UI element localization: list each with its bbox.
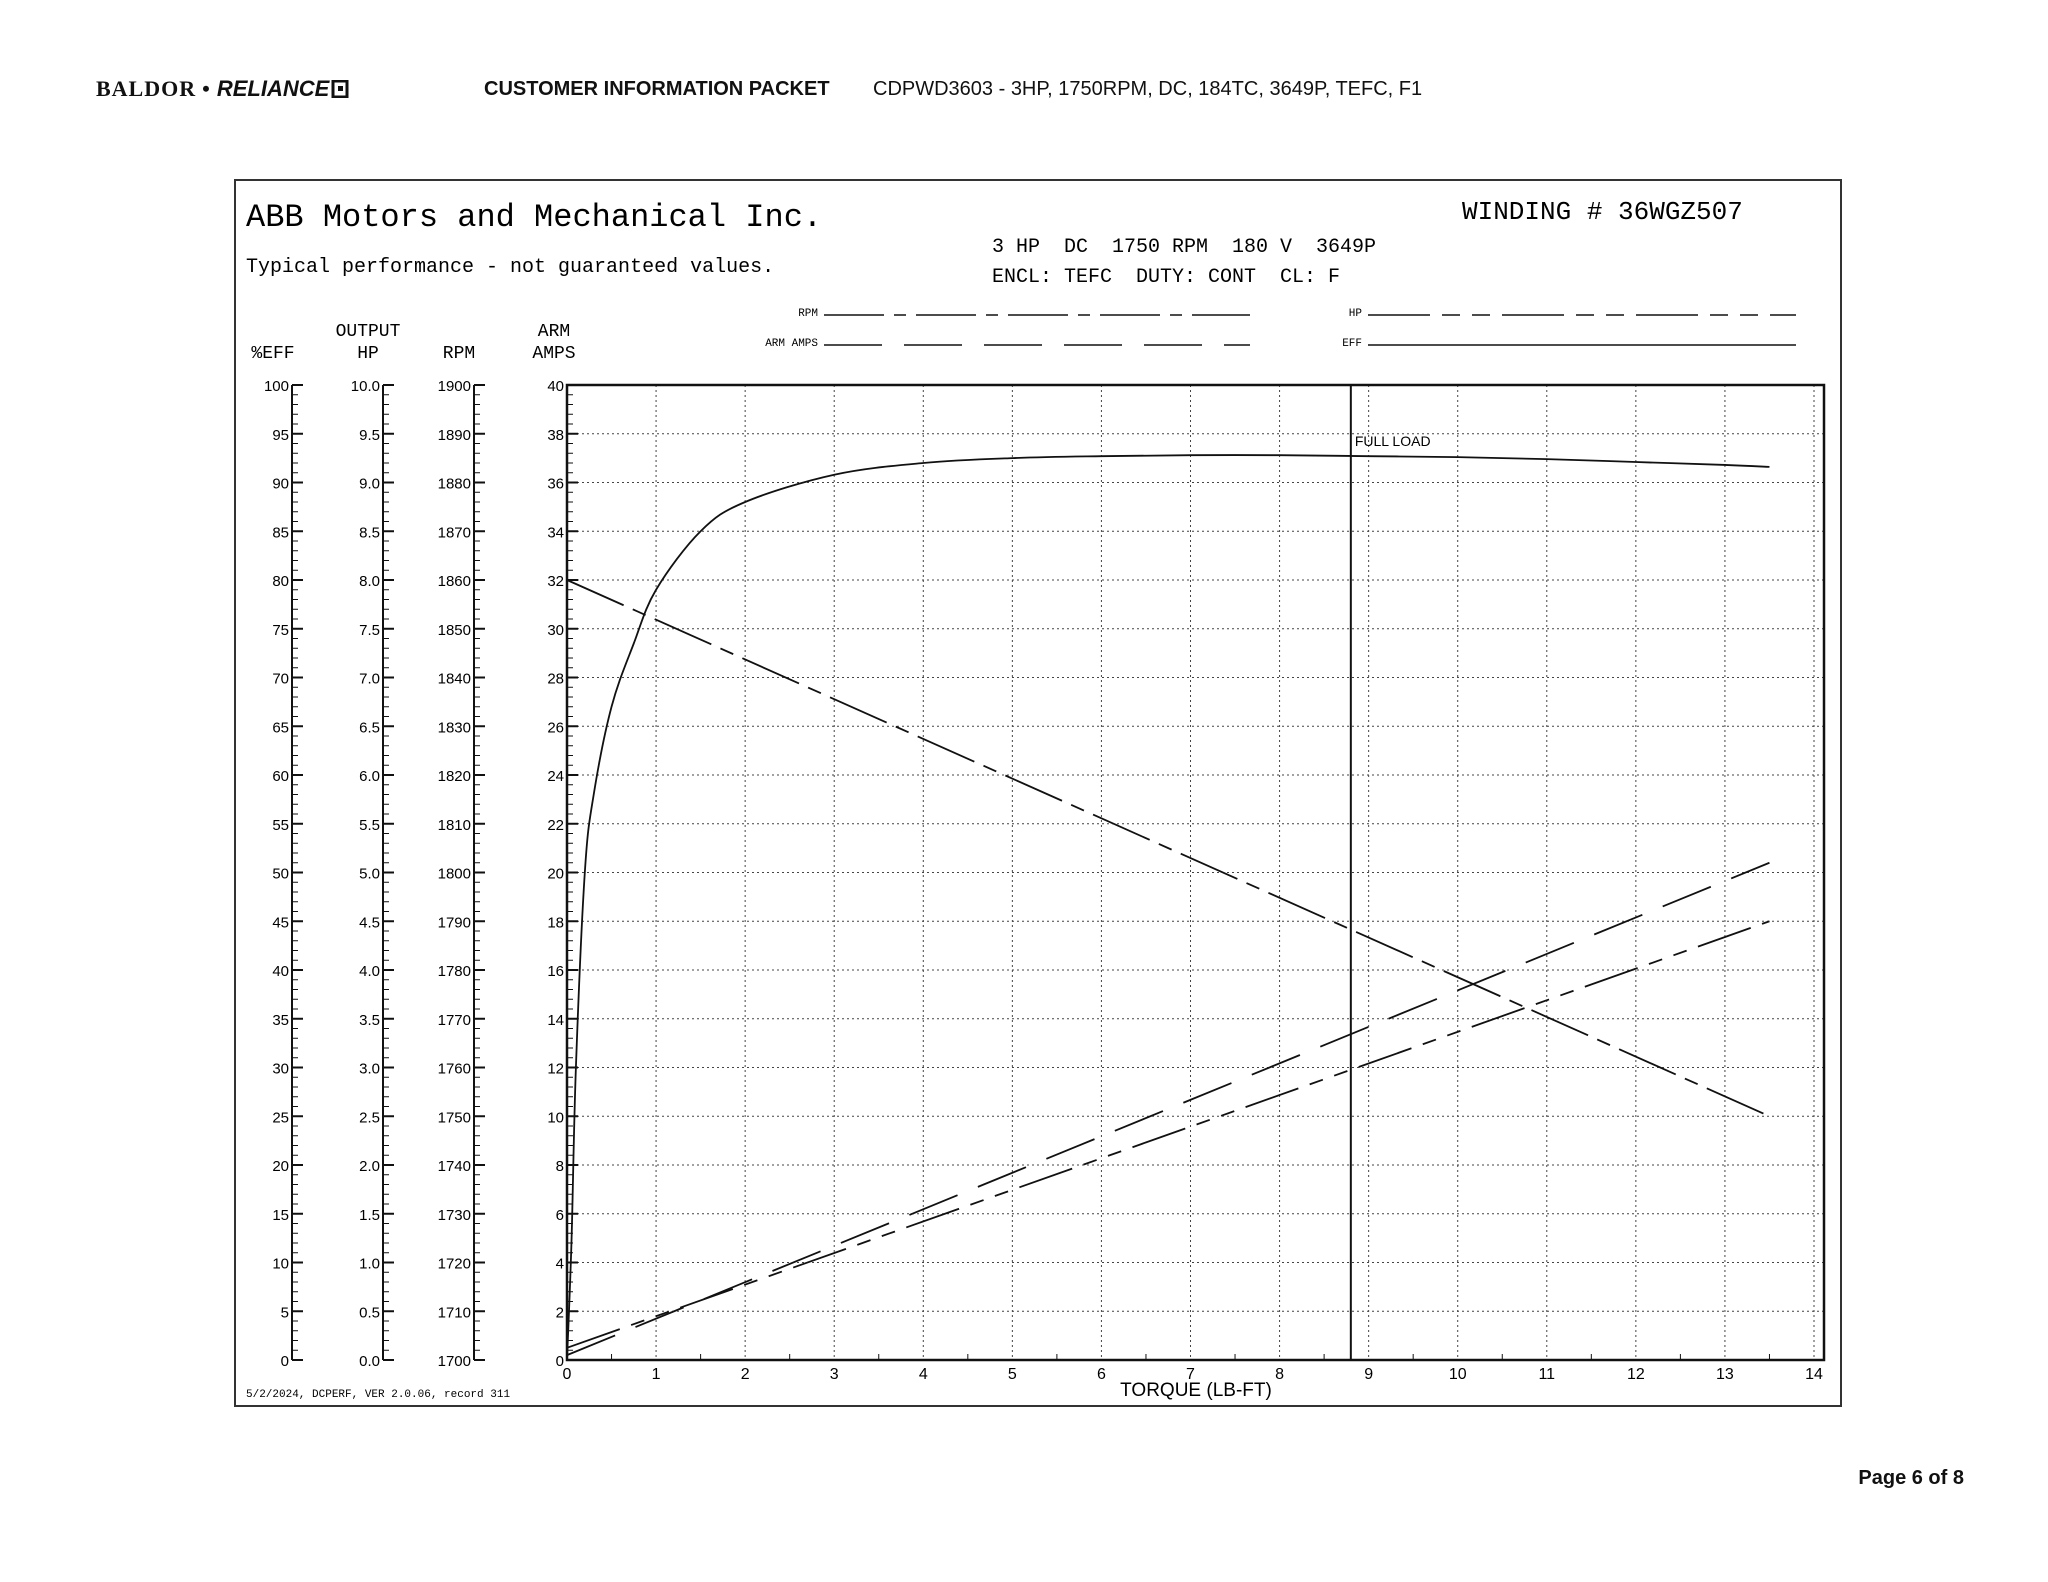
x-tick-label: 13 — [1716, 1366, 1734, 1383]
series-eff-line — [567, 455, 1769, 1360]
series-arm-amps-line — [567, 921, 1769, 1348]
rpm-tick-label: 1850 — [437, 621, 471, 639]
amps-tick-label: 16 — [547, 963, 564, 980]
rpm-tick-label: 1810 — [437, 816, 471, 834]
series-rpm-line — [567, 580, 1769, 1116]
eff-tick-label: 40 — [272, 963, 289, 980]
rpm-tick-label: 1820 — [437, 768, 471, 785]
brand-separator: • — [202, 76, 211, 101]
eff-tick-label: 50 — [272, 865, 289, 883]
eff-tick-label: 85 — [272, 524, 289, 542]
x-tick-label: 11 — [1538, 1366, 1556, 1383]
rpm-tick-label: 1780 — [437, 963, 471, 980]
rating-line-1: 3 HP DC 1750 RPM 180 V 3649P — [992, 236, 1377, 259]
rpm-tick-label: 1800 — [437, 865, 471, 883]
hp-tick-label: 3.5 — [359, 1011, 380, 1029]
hp-tick-label: 10.0 — [350, 378, 380, 395]
rpm-tick-label: 1900 — [437, 378, 471, 395]
axis-header-amps: AMPS — [532, 344, 576, 364]
hp-tick-label: 6.5 — [359, 719, 380, 737]
x-tick-label: 12 — [1626, 1366, 1645, 1383]
amps-tick-label: 24 — [547, 768, 564, 785]
rpm-tick-label: 1870 — [437, 524, 471, 542]
amps-tick-label: 26 — [547, 719, 564, 737]
eff-tick-label: 90 — [272, 475, 289, 493]
eff-tick-label: 35 — [272, 1011, 289, 1029]
rpm-tick-label: 1750 — [437, 1109, 471, 1127]
x-tick-label: 4 — [918, 1366, 928, 1383]
amps-tick-label: 12 — [547, 1060, 564, 1078]
eff-tick-label: 15 — [272, 1206, 289, 1224]
rpm-tick-label: 1830 — [437, 719, 471, 737]
amps-tick-label: 30 — [547, 621, 564, 639]
legend-label-eff: EFF — [1342, 338, 1362, 350]
hp-tick-label: 9.5 — [359, 426, 380, 444]
rpm-tick-label: 1840 — [437, 670, 471, 688]
amps-tick-label: 10 — [547, 1109, 564, 1127]
rpm-tick-label: 1740 — [437, 1158, 471, 1175]
hp-tick-label: 0.0 — [359, 1353, 380, 1370]
amps-tick-label: 18 — [547, 914, 564, 932]
rating-line-2: ENCL: TEFC DUTY: CONT CL: F — [992, 266, 1341, 289]
version-note: 5/2/2024, DCPERF, VER 2.0.06, record 311 — [246, 1389, 511, 1401]
eff-tick-label: 55 — [272, 816, 289, 834]
hp-tick-label: 0.5 — [359, 1304, 380, 1322]
hp-tick-label: 6.0 — [359, 768, 380, 785]
amps-tick-label: 22 — [547, 816, 564, 834]
legend-label-hp: HP — [1348, 308, 1362, 320]
packet-title: CUSTOMER INFORMATION PACKET — [484, 78, 830, 100]
hp-tick-label: 8.5 — [359, 524, 380, 542]
rpm-tick-label: 1760 — [437, 1060, 471, 1078]
hp-tick-label: 1.0 — [359, 1255, 380, 1273]
x-tick-label: 9 — [1364, 1366, 1374, 1383]
x-tick-label: 6 — [1096, 1366, 1106, 1383]
legend-label-rpm: RPM — [798, 308, 818, 320]
amps-tick-label: 0 — [555, 1353, 564, 1370]
amps-tick-label: 36 — [547, 475, 564, 493]
amps-tick-label: 40 — [547, 378, 564, 395]
amps-tick-label: 8 — [555, 1158, 564, 1175]
eff-tick-label: 30 — [272, 1060, 289, 1078]
amps-tick-label: 32 — [547, 573, 564, 590]
amps-tick-label: 14 — [547, 1011, 564, 1029]
brand-name-baldor: BALDOR — [96, 76, 197, 101]
hp-tick-label: 2.0 — [359, 1158, 380, 1175]
axis-header-arm: ARM — [537, 322, 571, 342]
rpm-tick-label: 1710 — [437, 1304, 471, 1322]
x-tick-label: 8 — [1275, 1366, 1285, 1383]
rpm-tick-label: 1860 — [437, 573, 471, 590]
amps-tick-label: 6 — [555, 1206, 564, 1224]
axis-header-eff: %EFF — [251, 344, 295, 364]
hp-tick-label: 4.5 — [359, 914, 380, 932]
eff-tick-label: 20 — [272, 1158, 289, 1175]
x-tick-label: 14 — [1805, 1366, 1823, 1383]
plot-grid — [567, 385, 1824, 1360]
series-hp-line — [567, 863, 1769, 1355]
legend-label-arm-amps: ARM AMPS — [765, 338, 818, 350]
rpm-tick-label: 1880 — [437, 475, 471, 493]
amps-tick-label: 38 — [547, 426, 564, 444]
eff-tick-label: 0 — [280, 1353, 289, 1370]
hp-tick-label: 4.0 — [359, 963, 380, 980]
x-axis-title: TORQUE (LB-FT) — [1120, 1380, 1272, 1401]
rpm-tick-label: 1790 — [437, 914, 471, 932]
eff-tick-label: 10 — [272, 1255, 289, 1273]
hp-tick-label: 5.0 — [359, 865, 380, 883]
x-tick-label: 7 — [1186, 1366, 1195, 1383]
eff-tick-label: 100 — [263, 378, 289, 395]
hp-tick-label: 9.0 — [359, 475, 380, 493]
rpm-tick-label: 1730 — [437, 1206, 471, 1224]
rpm-tick-label: 1890 — [437, 426, 471, 444]
axis-header-hp: HP — [357, 344, 379, 364]
axis-header-rpm: RPM — [442, 344, 476, 364]
hp-tick-label: 7.0 — [359, 670, 380, 688]
full-load-label: FULL LOAD — [1354, 433, 1431, 449]
amps-tick-label: 28 — [547, 670, 564, 688]
axis-header-output: OUTPUT — [335, 322, 401, 342]
hp-tick-label: 5.5 — [359, 816, 380, 834]
page-number: Page 6 of 8 — [1858, 1467, 1964, 1489]
amps-tick-label: 20 — [547, 865, 564, 883]
amps-tick-label: 4 — [555, 1255, 564, 1273]
x-tick-label: 3 — [829, 1366, 839, 1383]
eff-tick-label: 45 — [272, 914, 289, 932]
eff-tick-label: 25 — [272, 1109, 289, 1127]
company-name: ABB Motors and Mechanical Inc. — [246, 199, 823, 236]
x-tick-label: 0 — [562, 1366, 572, 1383]
brand-name-reliance: RELIANCE — [216, 76, 330, 101]
hp-tick-label: 1.5 — [359, 1206, 380, 1224]
x-tick-label: 2 — [740, 1366, 750, 1383]
hp-tick-label: 7.5 — [359, 621, 380, 639]
rpm-tick-label: 1720 — [437, 1255, 471, 1273]
chart-subtitle: Typical performance - not guaranteed values. — [246, 256, 775, 279]
rpm-tick-label: 1770 — [437, 1011, 471, 1029]
eff-tick-label: 5 — [280, 1304, 289, 1322]
value-axes — [264, 378, 1823, 1383]
eff-tick-label: 70 — [272, 670, 289, 688]
x-tick-label: 5 — [1007, 1366, 1017, 1383]
rpm-tick-label: 1700 — [437, 1353, 471, 1370]
eff-tick-label: 65 — [272, 719, 289, 737]
eff-tick-label: 95 — [272, 426, 289, 444]
hp-tick-label: 8.0 — [359, 573, 380, 590]
eff-tick-label: 80 — [272, 573, 289, 590]
amps-tick-label: 2 — [555, 1304, 564, 1322]
winding-number: WINDING # 36WGZ507 — [1462, 197, 1743, 227]
x-tick-label: 1 — [651, 1366, 661, 1383]
amps-tick-label: 34 — [547, 524, 564, 542]
eff-tick-label: 60 — [272, 768, 289, 785]
hp-tick-label: 3.0 — [359, 1060, 380, 1078]
model-description: CDPWD3603 - 3HP, 1750RPM, DC, 184TC, 3649P, TEFC, F1 — [873, 78, 1423, 100]
eff-tick-label: 75 — [272, 621, 289, 639]
hp-tick-label: 2.5 — [359, 1109, 380, 1127]
x-tick-label: 10 — [1448, 1366, 1467, 1383]
